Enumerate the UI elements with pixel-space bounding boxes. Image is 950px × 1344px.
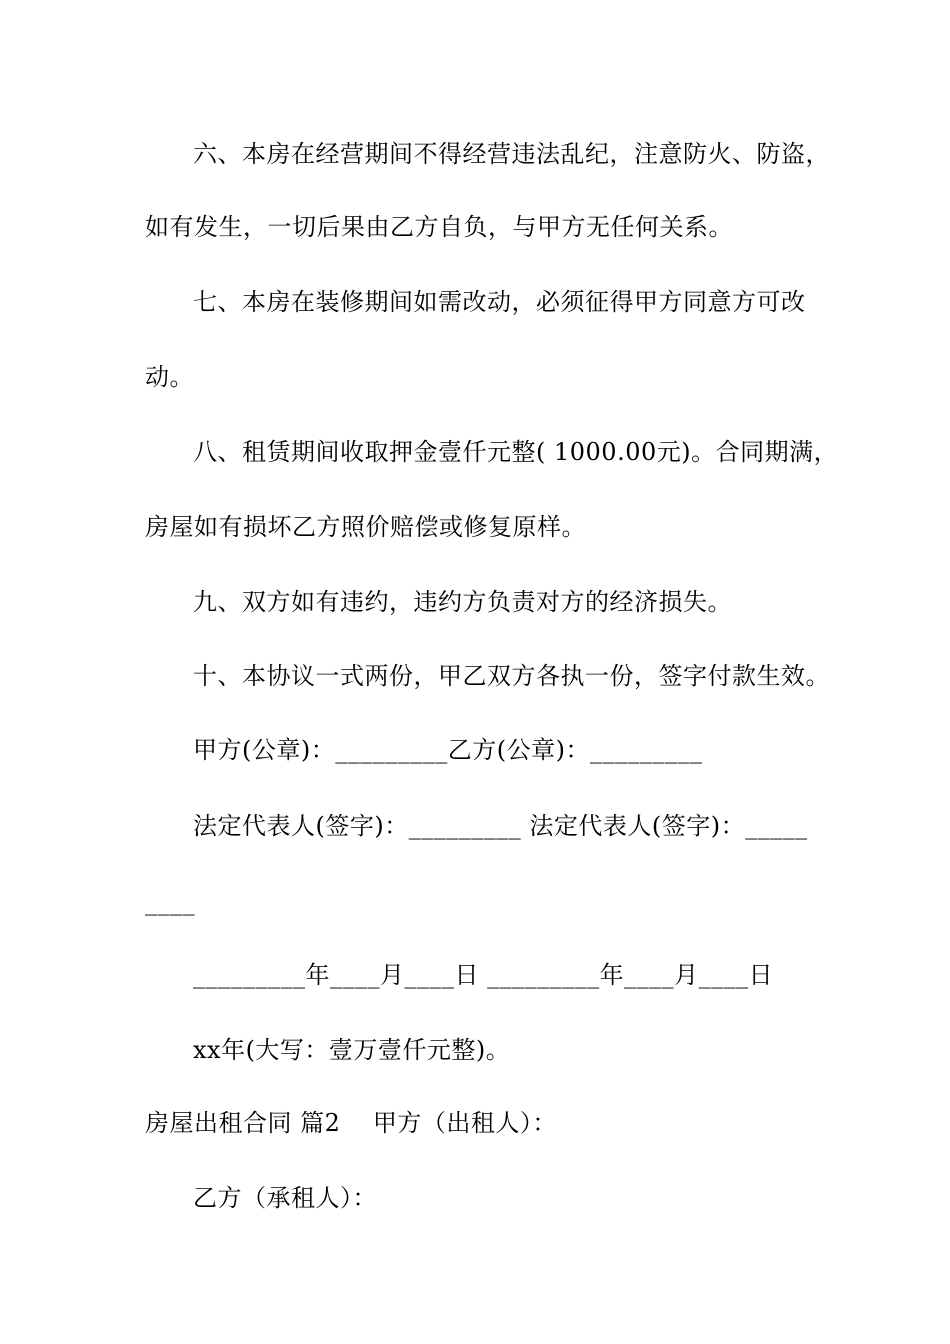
seal-line: 甲方(公章)：_________乙方(公章)：_________ (193, 736, 703, 764)
legal-rep-line: 法定代表人(签字)：_________ 法定代表人(签字)：_____ (193, 812, 808, 840)
clause-6-line-2: 如有发生，一切后果由乙方自负，与甲方无任何关系。 (145, 213, 733, 241)
clause-9: 九、双方如有违约，违约方负责对方的经济损失。 (193, 588, 732, 616)
section-2-header: 房屋出租合同 篇2 甲方（出租人）： (145, 1109, 557, 1137)
amount-line: xx年(大写：壹万壹仟元整)。 (193, 1036, 511, 1064)
clause-10: 十、本协议一式两份，甲乙双方各执一份，签字付款生效。 (193, 662, 830, 690)
clause-8-line-2: 房屋如有损坏乙方照价赔偿或修复原样。 (145, 513, 586, 541)
clause-7-line-1: 七、本房在装修期间如需改动，必须征得甲方同意方可改 (193, 288, 806, 316)
party-b-line: 乙方（承租人）： (193, 1184, 377, 1212)
clause-6-line-1: 六、本房在经营期间不得经营违法乱纪，注意防火、防盗， (193, 140, 830, 168)
date-line: _________年____月____日 _________年____月____日 (193, 961, 774, 989)
clause-7-line-2: 动。 (145, 363, 194, 391)
legal-rep-line-cont: ____ (145, 888, 195, 916)
clause-8-line-1: 八、租赁期间收取押金壹仟元整( 1000.00元)。合同期满， (193, 438, 839, 466)
